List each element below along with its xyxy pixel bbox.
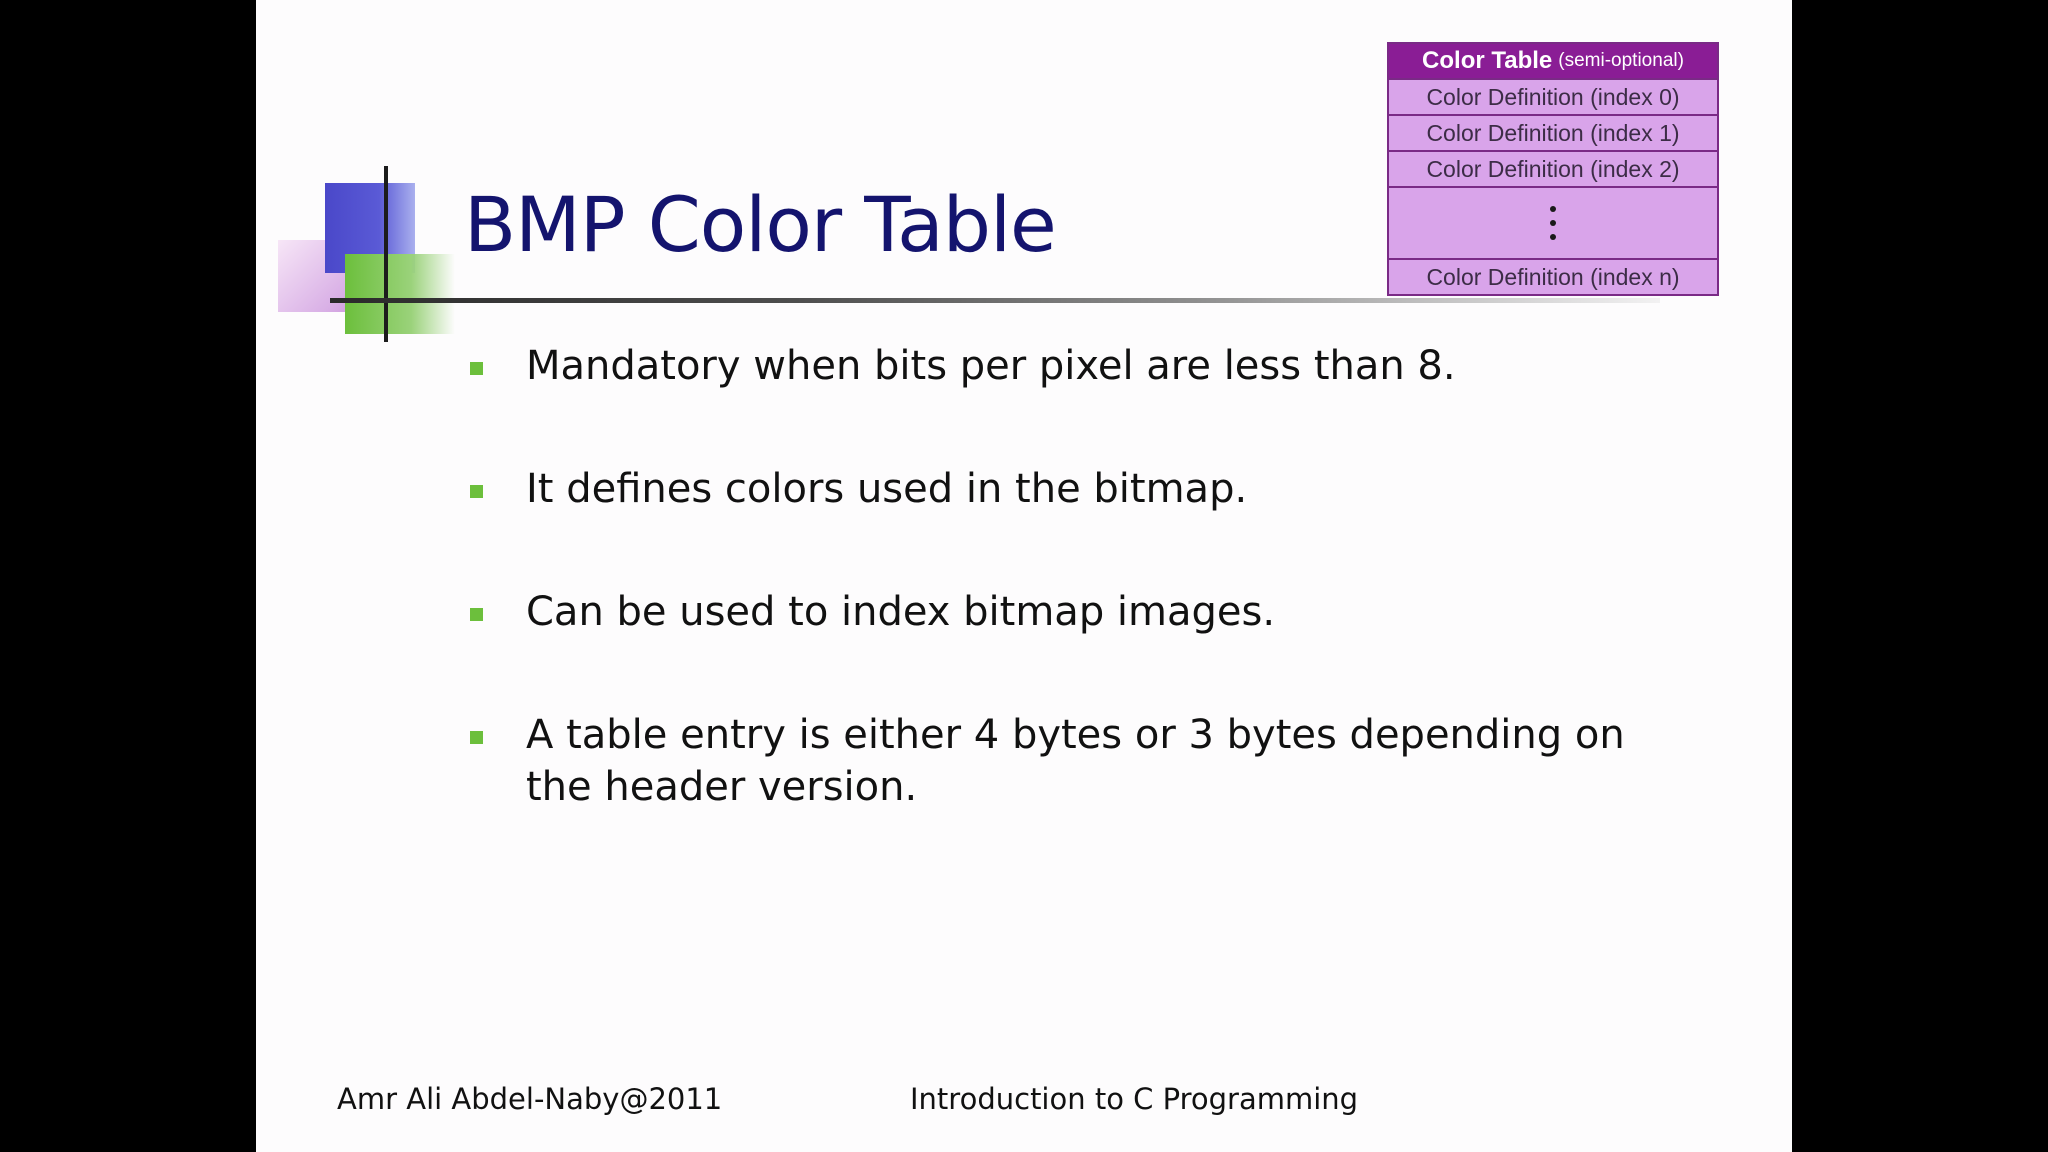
bullet-text: It defines colors used in the bitmap. xyxy=(526,466,1248,512)
ellipsis-dot xyxy=(1550,206,1556,212)
slide xyxy=(256,0,1792,1152)
bullet-list xyxy=(470,340,1670,884)
bullet-square-icon xyxy=(470,731,483,744)
color-table-row-last: Color Definition (index n) xyxy=(1389,260,1717,294)
bullet-text: Mandatory when bits per pixel are less than 8. xyxy=(526,343,1456,389)
color-table-heading-note: (semi-optional) xyxy=(1558,50,1684,71)
bullet-item xyxy=(470,340,1670,392)
bullet-square-icon xyxy=(470,485,483,498)
bullet-text: A table entry is either 4 bytes or 3 bytes depending on the header version. xyxy=(526,712,1625,810)
color-table-row: Color Definition (index 2) xyxy=(1389,152,1717,188)
title-underline xyxy=(330,298,1660,303)
bullet-square-icon xyxy=(470,608,483,621)
footer-course: Introduction to C Programming xyxy=(910,1082,1359,1116)
color-table-heading: Color Table xyxy=(1422,47,1553,74)
color-table-row: Color Definition (index 0) xyxy=(1389,80,1717,116)
bullet-item xyxy=(470,586,1670,638)
footer-author: Amr Ali Abdel-Naby@2011 xyxy=(337,1082,723,1116)
decorative-vertical-line xyxy=(384,166,388,342)
color-table-diagram xyxy=(1387,42,1719,296)
color-table-row: Color Definition (index 1) xyxy=(1389,116,1717,152)
color-table-header xyxy=(1389,44,1717,80)
bullet-item xyxy=(470,463,1670,515)
bullet-text: Can be used to index bitmap images. xyxy=(526,589,1276,635)
ellipsis-dot xyxy=(1550,220,1556,226)
decorative-green-square xyxy=(345,254,455,334)
bullet-square-icon xyxy=(470,362,483,375)
bullet-item xyxy=(470,709,1670,813)
ellipsis-dot xyxy=(1550,234,1556,240)
color-table-ellipsis xyxy=(1389,188,1717,260)
slide-title: BMP Color Table xyxy=(464,180,1056,269)
